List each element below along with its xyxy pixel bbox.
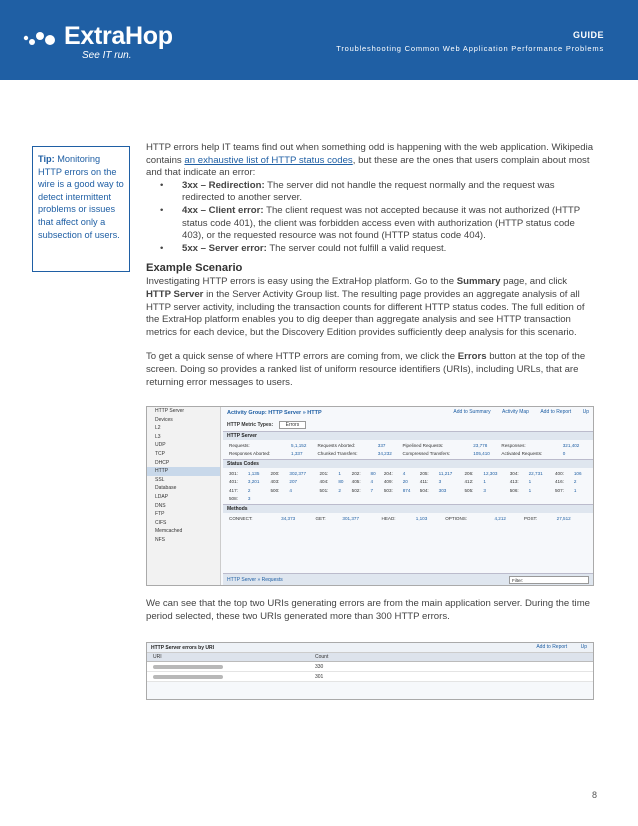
stat-value[interactable]: 0 bbox=[562, 451, 566, 457]
stat-label: Chunked Transfers: bbox=[317, 451, 358, 457]
stat-value[interactable]: 1 bbox=[528, 487, 532, 493]
stat-label: 400: bbox=[554, 470, 564, 476]
guide-label: GUIDE bbox=[572, 30, 604, 40]
stat-value[interactable]: 1 bbox=[528, 479, 532, 485]
stat-label: Activated Requests: bbox=[501, 451, 543, 457]
tip-box bbox=[32, 146, 130, 272]
add-to-summary-button[interactable]: Add to Summary bbox=[453, 409, 491, 415]
stat-value[interactable]: 2 bbox=[573, 479, 577, 485]
section-heading: Example Scenario bbox=[146, 262, 243, 275]
logo-text: ExtraHop bbox=[64, 22, 173, 50]
uri-table-header bbox=[147, 653, 593, 662]
stat-value[interactable]: 80 bbox=[370, 470, 376, 476]
section-http-server: HTTP Server bbox=[223, 431, 593, 440]
stat-value[interactable]: 4 bbox=[370, 479, 374, 485]
stat-label: 200: bbox=[270, 470, 280, 476]
stat-value[interactable]: 874 bbox=[402, 487, 411, 493]
activity-map-button[interactable]: Activity Map bbox=[502, 409, 529, 415]
intro-paragraph bbox=[146, 142, 594, 180]
sidebar-item[interactable]: SSL bbox=[155, 476, 165, 483]
sidebar-item-selected[interactable]: HTTP bbox=[147, 467, 220, 476]
stat-label: 503: bbox=[383, 487, 393, 493]
bullet-term: 3xx – Redirection: bbox=[182, 179, 265, 191]
sidebar-item[interactable]: NFS bbox=[155, 536, 165, 543]
redacted-uri bbox=[153, 665, 223, 669]
stat-value[interactable]: 3 bbox=[438, 479, 442, 485]
stat-label: 416: bbox=[554, 479, 564, 485]
sidebar-item[interactable]: UDP bbox=[155, 442, 166, 449]
add-to-report-button[interactable]: Add to Report bbox=[536, 644, 568, 650]
stat-label: POST: bbox=[523, 515, 538, 521]
stat-value[interactable]: 5,1,152 bbox=[291, 442, 307, 448]
status-codes-link[interactable]: an exhaustive list of HTTP status codes bbox=[184, 154, 353, 166]
stats-row bbox=[227, 514, 589, 523]
sidebar-item[interactable]: Database bbox=[155, 485, 177, 492]
p1-text-d: in the Server Activity Group list. The resulting page provides an aggregate analysis of all HTTP server activity, including the transaction counts for different HTTP status codes. The full edition of the ExtraHop platform enables you to dig deeper than aggregate analysis and see HTTP transaction metrics for each device, but the Discovery Edition provides sufficiently deep analysis for this scenario. bbox=[146, 288, 585, 338]
stat-label: 301: bbox=[229, 470, 238, 476]
table-row[interactable] bbox=[147, 672, 593, 682]
stat-value[interactable]: 303 bbox=[438, 487, 447, 493]
filter-label: Filter: bbox=[512, 578, 524, 583]
bullet-text: The server did not handle the request normally and the request was redirected to another server. bbox=[182, 179, 555, 204]
stats-row bbox=[227, 486, 589, 495]
stat-value[interactable]: 207 bbox=[289, 479, 298, 485]
stats-row bbox=[227, 450, 589, 459]
sidebar-item[interactable]: FTP bbox=[155, 511, 165, 518]
stat-value[interactable]: 3,201 bbox=[247, 479, 260, 485]
stat-value[interactable]: 106 bbox=[573, 470, 582, 476]
stat-value[interactable]: 301,377 bbox=[342, 515, 360, 521]
stat-label: 413: bbox=[509, 479, 519, 485]
stat-label: Requests: bbox=[229, 442, 250, 448]
summary-term: Summary bbox=[456, 276, 501, 288]
uri-table-title: HTTP Server errors by URI bbox=[147, 643, 593, 653]
stat-value[interactable]: 337 bbox=[377, 442, 386, 448]
p2-text-c: button at the top of the screen. Doing so provides a ranked list of uniform resource identifiers (URIs), including URLs, that are returning error messages to users. bbox=[146, 351, 586, 388]
stat-value[interactable]: 7 bbox=[370, 487, 374, 493]
bullet-4xx bbox=[160, 205, 594, 243]
guide-subtitle: Troubleshooting Common Web Application Performance Problems bbox=[336, 44, 604, 53]
server-stats-grid bbox=[223, 440, 593, 459]
sidebar-item[interactable]: HTTP Server bbox=[155, 408, 185, 414]
stat-label: 412: bbox=[464, 479, 474, 485]
row-count: 330 bbox=[315, 664, 324, 670]
column-count[interactable]: Count bbox=[315, 654, 329, 660]
stat-label: 505: bbox=[464, 487, 474, 493]
stat-value[interactable]: 80 bbox=[338, 479, 344, 485]
stat-label: 411: bbox=[419, 479, 429, 485]
stat-value[interactable]: 1 bbox=[573, 487, 577, 493]
up-button[interactable]: Up bbox=[582, 409, 589, 415]
uri-toolbar bbox=[524, 644, 587, 650]
stats-row bbox=[227, 441, 589, 450]
stat-label: 508: bbox=[229, 496, 238, 502]
http-server-term: HTTP Server bbox=[146, 288, 204, 300]
stat-value[interactable]: 321,402 bbox=[562, 442, 580, 448]
sidebar-item[interactable]: DNS bbox=[155, 502, 166, 509]
stat-value[interactable]: 3 bbox=[483, 487, 486, 493]
sidebar-item[interactable]: L2 bbox=[155, 425, 161, 432]
stat-label: 202: bbox=[351, 470, 361, 476]
stat-value[interactable]: 12,303 bbox=[483, 470, 498, 476]
intro-text-b: , but these are the ones that users complain about most and that indicate an error: bbox=[146, 154, 590, 179]
page-header bbox=[0, 0, 638, 80]
breadcrumb[interactable]: Activity Group: HTTP Server » HTTP bbox=[227, 410, 322, 416]
stat-label: Compressed Transfers: bbox=[402, 451, 451, 457]
filter-input[interactable] bbox=[509, 576, 589, 584]
stat-value[interactable]: 2 bbox=[247, 487, 251, 493]
screenshot-main bbox=[223, 407, 593, 585]
bullet-3xx bbox=[160, 180, 594, 205]
intro-text-a: HTTP errors help IT teams find out when something odd is happening with the web application. Wikipedia contains bbox=[146, 142, 594, 166]
stat-label: HEAD: bbox=[381, 515, 396, 521]
stat-label: GET: bbox=[315, 515, 326, 521]
stat-value[interactable]: 1 bbox=[338, 470, 341, 476]
stat-value[interactable]: 105,410 bbox=[473, 451, 490, 457]
stat-value[interactable]: 302,377 bbox=[289, 470, 306, 476]
stat-label: Pipelined Requests: bbox=[402, 442, 444, 448]
bullet-text: The client request was not accepted because it was not authorized (HTTP status code 401), the client was forbidden access even with authorization (HTTP status code 403), or the requested resource was not found (HTTP status code 404). bbox=[182, 204, 581, 242]
redacted-uri bbox=[153, 675, 223, 679]
stat-label: 504: bbox=[419, 487, 429, 493]
stat-label: Responses: bbox=[501, 442, 526, 448]
stat-label: 409: bbox=[383, 479, 393, 485]
stat-value[interactable]: 3 bbox=[247, 496, 251, 502]
bullet-term: 5xx – Server error: bbox=[182, 242, 267, 254]
p1-text-a: Investigating HTTP errors is easy using the ExtraHop platform. Go to the bbox=[146, 276, 457, 288]
section-status-codes: Status Codes bbox=[223, 459, 593, 468]
page-number: 8 bbox=[592, 790, 598, 800]
logo-mark-icon bbox=[22, 28, 62, 52]
methods-grid bbox=[223, 513, 593, 524]
stat-value[interactable]: 23,778 bbox=[473, 442, 488, 448]
up-button[interactable]: Up bbox=[580, 644, 587, 650]
stat-label: 304: bbox=[509, 470, 519, 476]
stat-value[interactable]: 1,337 bbox=[291, 451, 303, 457]
stat-value[interactable]: 34,373 bbox=[281, 515, 296, 521]
stat-label: 405: bbox=[351, 479, 361, 485]
stat-label: 507: bbox=[554, 487, 564, 493]
stat-label: Responses Aborted: bbox=[229, 451, 271, 457]
bullet-text: The server could not fulfill a valid request. bbox=[269, 242, 447, 254]
stat-value[interactable]: 1 bbox=[483, 479, 486, 485]
error-bullet-list bbox=[160, 180, 594, 256]
uri-errors-screenshot bbox=[146, 642, 594, 700]
sidebar-item[interactable]: Devices bbox=[155, 416, 173, 423]
stat-value[interactable]: 22,731 bbox=[528, 470, 543, 476]
stat-label: 417: bbox=[229, 487, 238, 493]
caption-paragraph: We can see that the top two URIs generating errors are from the main application server. During the time period selected, these two URIs generated more than 300 HTTP errors. bbox=[146, 598, 591, 622]
stat-label: 502: bbox=[351, 487, 361, 493]
metric-type-row bbox=[223, 419, 593, 431]
table-row[interactable] bbox=[147, 662, 593, 672]
bullet-5xx bbox=[160, 243, 594, 256]
stat-value[interactable]: 20 bbox=[402, 479, 408, 485]
stat-value[interactable]: 4,212 bbox=[494, 515, 506, 521]
add-to-report-button[interactable]: Add to Report bbox=[540, 409, 572, 415]
extrahop-logo bbox=[22, 22, 182, 64]
requests-link[interactable]: HTTP Server » Requests bbox=[227, 577, 283, 583]
http-server-screenshot bbox=[146, 406, 594, 586]
sidebar-item[interactable]: TCP bbox=[155, 450, 165, 457]
sidebar-item[interactable]: L3 bbox=[155, 433, 161, 440]
stat-label: 403: bbox=[270, 479, 280, 485]
p1-text-c: page, and click bbox=[500, 276, 568, 288]
stat-value[interactable]: 27,512 bbox=[556, 515, 571, 521]
stat-label: Requests Aborted: bbox=[317, 442, 356, 448]
column-uri[interactable]: URI bbox=[153, 654, 162, 660]
stat-label: CONNECT: bbox=[229, 515, 253, 521]
stat-label: 401: bbox=[229, 479, 238, 485]
logo-tagline: See IT run. bbox=[82, 50, 132, 61]
metric-type-label: HTTP Metric Types: bbox=[227, 422, 274, 428]
sidebar-item[interactable]: DHCP bbox=[155, 459, 170, 466]
stats-row bbox=[227, 495, 589, 504]
stat-label: 206: bbox=[464, 470, 474, 476]
status-codes-grid bbox=[223, 468, 593, 504]
stats-row bbox=[227, 478, 589, 487]
tip-label: Tip: bbox=[38, 154, 55, 164]
scenario-paragraph-1 bbox=[146, 276, 594, 339]
bullet-term: 4xx – Client error: bbox=[182, 204, 264, 216]
stat-label: 500: bbox=[270, 487, 280, 493]
stat-value[interactable]: 11,217 bbox=[438, 470, 453, 476]
errors-term: Errors bbox=[457, 351, 487, 363]
p2-text-a: To get a quick sense of where HTTP errors are coming from, we click the bbox=[146, 351, 458, 363]
section-methods: Methods bbox=[223, 504, 593, 513]
stat-label: 201: bbox=[319, 470, 329, 476]
screenshot-sidebar bbox=[147, 407, 221, 586]
scenario-paragraph-2 bbox=[146, 351, 594, 389]
stat-value[interactable]: 4 bbox=[289, 487, 292, 493]
tip-text: Monitoring HTTP errors on the wire is a good way to detect intermittent problems or issues that affect only a subsection of users. bbox=[38, 154, 124, 240]
sidebar-item[interactable]: LDAP bbox=[155, 493, 169, 500]
stat-label: OPTIONS: bbox=[445, 515, 468, 521]
stat-value[interactable]: 2 bbox=[338, 487, 341, 493]
stat-value[interactable]: 34,232 bbox=[377, 451, 392, 457]
row-count: 301 bbox=[315, 674, 324, 680]
screenshot-toolbar bbox=[443, 409, 589, 415]
stat-label: 204: bbox=[383, 470, 393, 476]
sidebar-item[interactable]: CIFS bbox=[155, 519, 167, 526]
stat-label: 404: bbox=[319, 479, 329, 485]
stat-label: 501: bbox=[319, 487, 329, 493]
stat-label: 205: bbox=[419, 470, 429, 476]
stats-row bbox=[227, 469, 589, 478]
sidebar-item[interactable]: Memcached bbox=[155, 528, 183, 535]
requests-footer bbox=[223, 573, 593, 585]
stat-value[interactable]: 1,103 bbox=[415, 515, 428, 521]
stat-value[interactable]: 1,135 bbox=[247, 470, 260, 476]
stat-value[interactable]: 4 bbox=[402, 470, 406, 476]
metric-type-select[interactable]: Errors bbox=[279, 421, 307, 429]
stat-label: 506: bbox=[509, 487, 519, 493]
main-content bbox=[146, 142, 594, 389]
